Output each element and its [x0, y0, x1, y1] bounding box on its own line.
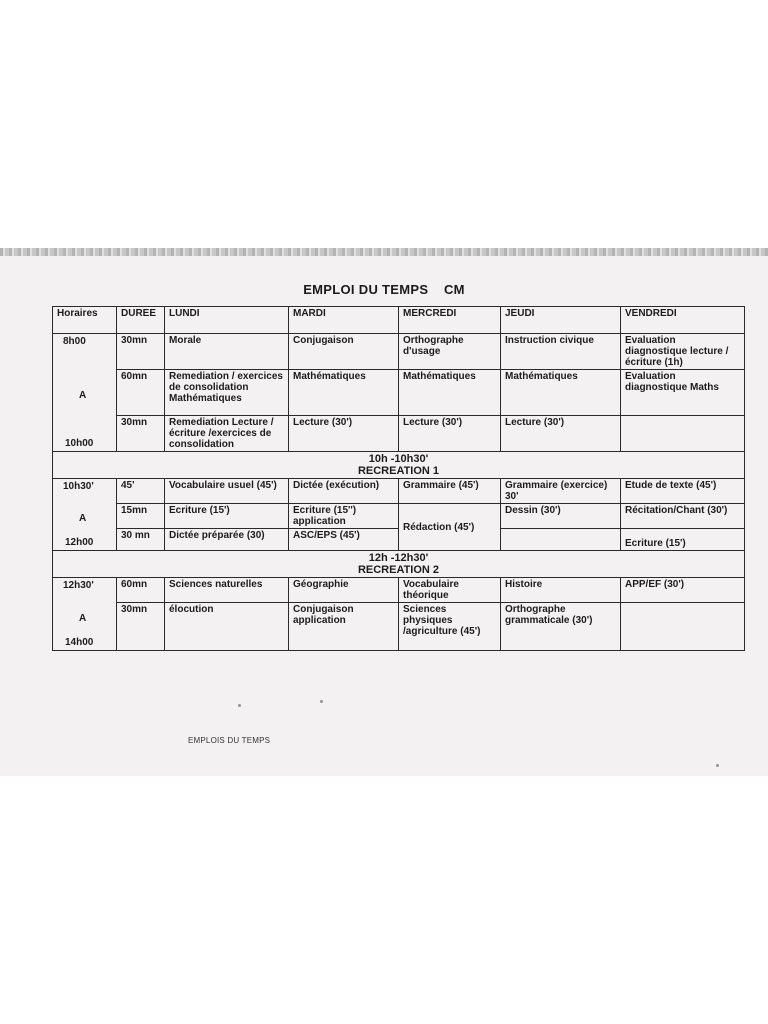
- header-duree: DUREE: [117, 307, 165, 334]
- recess-time: 10h -10h30': [368, 453, 429, 465]
- torn-edge: [0, 248, 768, 256]
- lesson-cell: Ecriture (15'') application: [289, 504, 399, 529]
- lesson-cell: Géographie: [289, 578, 399, 603]
- table-row: [53, 603, 745, 651]
- lesson-cell: [501, 529, 621, 551]
- lesson-cell: Morale: [165, 334, 289, 370]
- lesson-cell: Lecture (30'): [399, 416, 501, 452]
- lesson-cell: Remediation / exercices de consolidation Mathématiques: [165, 370, 289, 416]
- block-separator: A: [79, 612, 87, 624]
- block-start-time: 12h30': [63, 580, 94, 591]
- header-horaires: Horaires: [53, 307, 117, 334]
- table-row: [53, 416, 745, 452]
- recess-label: RECREATION 1: [357, 465, 440, 477]
- header-row: [53, 307, 745, 334]
- lesson-cell: Grammaire (exercice) 30': [501, 479, 621, 504]
- header-day-vendredi: VENDREDI: [621, 307, 745, 334]
- lesson-cell: Dictée (exécution): [289, 479, 399, 504]
- lesson-cell: Récitation/Chant (30'): [621, 504, 745, 529]
- timetable: [52, 306, 745, 651]
- lesson-cell: Etude de texte (45'): [621, 479, 745, 504]
- recess-row-1: [53, 452, 745, 479]
- lesson-cell: Instruction civique: [501, 334, 621, 370]
- lesson-cell: [621, 603, 745, 651]
- block-end-time: 10h00: [65, 438, 94, 449]
- block-start-time: 8h00: [63, 336, 86, 347]
- time-slot-block-1: [53, 334, 117, 452]
- time-slot-block-3: [53, 578, 117, 651]
- block-separator: A: [79, 513, 87, 525]
- recess-row-2: [53, 551, 745, 578]
- block-end-time: 12h00: [65, 537, 94, 548]
- table-row: [53, 479, 745, 504]
- lesson-cell: APP/EF (30'): [621, 578, 745, 603]
- header-day-lundi: LUNDI: [165, 307, 289, 334]
- lesson-cell: Ecriture (15'): [621, 529, 745, 551]
- paper-sheet: [0, 248, 768, 776]
- header-day-mardi: MARDI: [289, 307, 399, 334]
- lesson-cell: Histoire: [501, 578, 621, 603]
- duration-cell: 60mn: [117, 578, 165, 603]
- table-row: [53, 578, 745, 603]
- lesson-cell: Orthographe grammaticale (30'): [501, 603, 621, 651]
- lesson-cell: Evaluation diagnostique Maths: [621, 370, 745, 416]
- duration-cell: 30mn: [117, 603, 165, 651]
- lesson-cell: Remediation Lecture /écriture /exercices de consolidation: [165, 416, 289, 452]
- block-end-time: 14h00: [65, 637, 94, 648]
- recess-banner: [53, 452, 745, 479]
- header-day-mercredi: MERCREDI: [399, 307, 501, 334]
- lesson-cell: Orthographe d'usage: [399, 334, 501, 370]
- lesson-cell: Lecture (30'): [501, 416, 621, 452]
- duration-cell: 15mn: [117, 504, 165, 529]
- ink-speck: [716, 764, 719, 767]
- lesson-cell: élocution: [165, 603, 289, 651]
- table-row: [53, 504, 745, 529]
- lesson-cell: Sciences physiques /agriculture (45'): [399, 603, 501, 651]
- lesson-cell: [621, 416, 745, 452]
- document-title: EMPLOI DU TEMPS CM: [303, 282, 465, 297]
- duration-cell: 30 mn: [117, 529, 165, 551]
- lesson-cell: Mathématiques: [501, 370, 621, 416]
- ink-speck: [238, 704, 241, 707]
- recess-time: 12h -12h30': [368, 552, 429, 564]
- table-row: [53, 370, 745, 416]
- lesson-cell: Conjugaison application: [289, 603, 399, 651]
- duration-cell: 30mn: [117, 416, 165, 452]
- duration-cell: 30mn: [117, 334, 165, 370]
- block-start-time: 10h30': [63, 481, 94, 492]
- lesson-cell: Vocabulaire usuel (45'): [165, 479, 289, 504]
- lesson-cell: Sciences naturelles: [165, 578, 289, 603]
- lesson-cell: Ecriture (15'): [165, 504, 289, 529]
- lesson-cell: Evaluation diagnostique lecture / écriture (1h): [621, 334, 745, 370]
- duration-cell: 45': [117, 479, 165, 504]
- lesson-cell: Lecture (30'): [289, 416, 399, 452]
- block-separator: A: [79, 390, 87, 402]
- lesson-cell: Dessin (30'): [501, 504, 621, 529]
- table-row: [53, 334, 745, 370]
- duration-cell: 60mn: [117, 370, 165, 416]
- lesson-cell: ASC/EPS (45'): [289, 529, 399, 551]
- lesson-cell: Rédaction (45'): [399, 504, 501, 551]
- lesson-cell: Mathématiques: [289, 370, 399, 416]
- lesson-cell: Dictée préparée (30): [165, 529, 289, 551]
- recess-label: RECREATION 2: [357, 564, 440, 576]
- header-day-jeudi: JEUDI: [501, 307, 621, 334]
- recess-banner: [53, 551, 745, 578]
- lesson-cell: Vocabulaire théorique: [399, 578, 501, 603]
- ink-speck: [320, 700, 323, 703]
- time-slot-block-2: [53, 479, 117, 551]
- footer-caption: EMPLOIS DU TEMPS: [188, 736, 271, 745]
- lesson-cell: Mathématiques: [399, 370, 501, 416]
- lesson-cell: Grammaire (45'): [399, 479, 501, 504]
- lesson-cell: Conjugaison: [289, 334, 399, 370]
